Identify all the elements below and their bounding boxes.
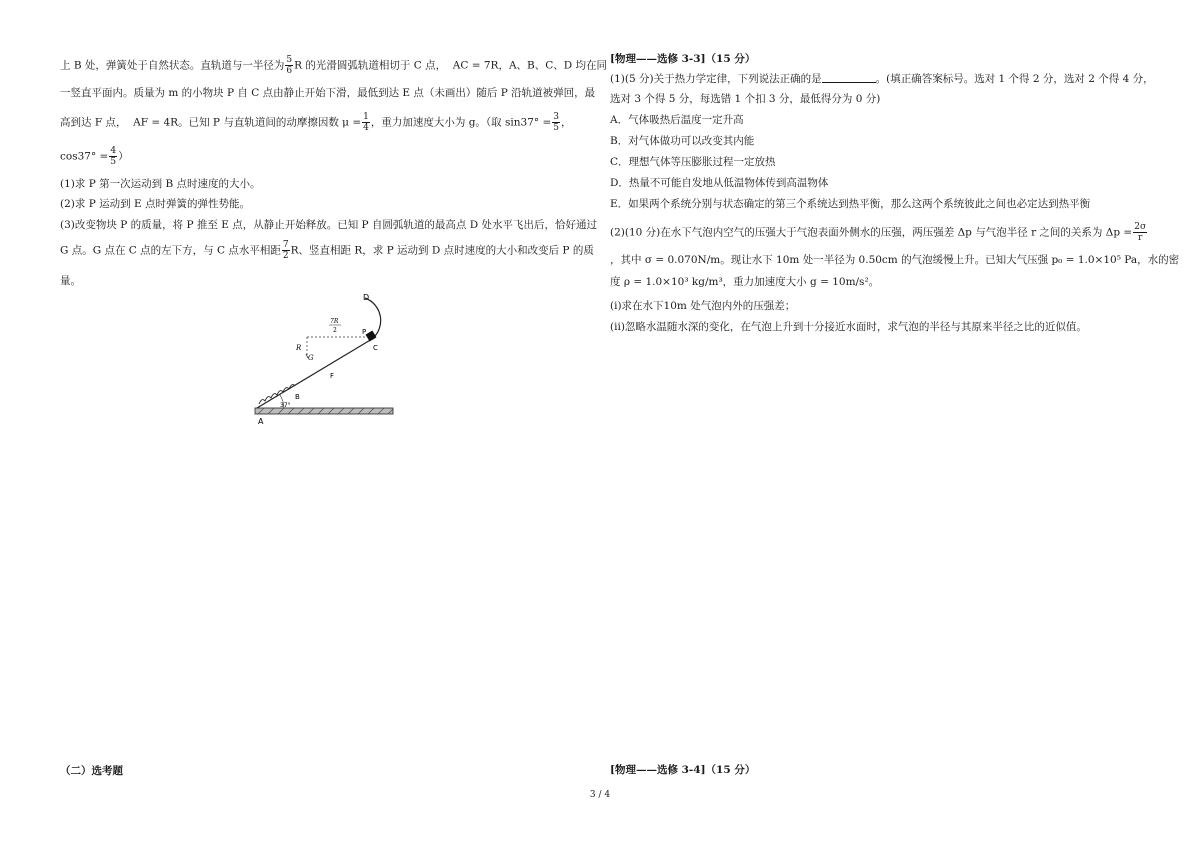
fraction-den: 5 <box>553 123 559 133</box>
section-heading-optional: （二）选考题 <box>60 765 123 777</box>
q2-sub-i: (i)求在水下10m 处气泡内外的压强差； <box>610 300 796 312</box>
label-b: B <box>295 393 300 401</box>
option-b: B．对气体做功可以改变其内能 <box>610 135 755 147</box>
text-span: G 点。G 点在 C 点的左下方，与 C 点水平相距 <box>60 244 281 257</box>
fraction-num: 2σ <box>1134 222 1147 232</box>
fraction-num: 1 <box>363 112 369 122</box>
q2-line-3: 度 ρ = 1.0×10³ kg/m³，重力加速度大小 g = 10m/s²。 <box>610 276 880 288</box>
text-line-2: 一竖直平面内。质量为 m 的小物块 P 自 C 点由静止开始下滑，最低到达 E 点（未画出）随后 P 沿轨道被弹回，最 <box>60 87 596 99</box>
text-span: ，重力加速度大小为 g。（取 sin37° = <box>370 116 552 129</box>
fraction-num: 5 <box>286 55 293 65</box>
text-span: (1)(5 分)关于热力学定律，下列说法正确的是 <box>610 73 822 85</box>
label-f: F <box>330 372 335 380</box>
fraction-sin <box>552 112 560 133</box>
label-r: R <box>296 344 302 352</box>
text-span: 上 B 处，弹簧处于自然状态。直轨道与一半径为 <box>60 59 285 72</box>
label-g: G <box>308 354 314 362</box>
text-span: 。(填正确答案标号。选对 1 个得 2 分，选对 2 个得 4 分， <box>875 73 1154 85</box>
label-p: P <box>362 328 367 336</box>
answer-blank <box>822 72 876 83</box>
fraction-num: 4 <box>110 146 117 156</box>
text-span: R 的光滑圆弧轨道相切于 C 点， <box>294 59 447 72</box>
page-number: 3 / 4 <box>589 790 611 800</box>
fraction <box>282 240 290 261</box>
text-span: ， <box>561 116 572 129</box>
q1-intro-line-2: 选对 3 个得 5 分，每选错 1 个扣 3 分，最低得分为 0 分) <box>610 93 881 105</box>
label-d: D <box>363 293 370 302</box>
fraction-num: 7 <box>282 240 289 250</box>
label-2: 2 <box>333 327 337 334</box>
q2-line-2: ，其中 σ = 0.070N/m。现让水下 10m 处一半径为 0.50cm 的气泡缓慢上升。已知大气压强 p₀ = 1.0×10⁵ Pa，水的密 <box>610 254 1180 266</box>
text-span: 高到达 F 点， <box>60 116 127 129</box>
fraction-mu <box>362 112 370 133</box>
fraction-den: 5 <box>110 157 117 167</box>
option-a: A．气体吸热后温度一定升高 <box>610 114 744 126</box>
text-line-4 <box>60 146 129 167</box>
q2-line-1 <box>610 222 1148 243</box>
ground-hatch <box>255 408 393 414</box>
text-span: cos37° = <box>60 150 109 163</box>
option-c: C．理想气体等压膨胀过程一定放热 <box>610 156 776 168</box>
q1-intro-line-1 <box>610 72 1154 86</box>
q2-sub-ii: (ii)忽略水温随水深的变化，在气泡上升到十分接近水面时，求气泡的半径与其原来半径之比的近似值。 <box>610 321 1087 333</box>
label-c: C <box>373 344 378 352</box>
text-span: R、竖直相距 R，求 P 运动到 D 点时速度的大小和改变后 P 的质 <box>290 244 594 257</box>
text-span: AF = 4R。已知 P 与直轨道间的动摩擦因数 μ = <box>133 116 362 129</box>
fraction-den: 2 <box>282 251 289 261</box>
fraction-den: 6 <box>286 66 293 76</box>
fraction-delta-p <box>1133 222 1147 243</box>
label-angle: 37° <box>280 402 291 409</box>
question-2: (2)求 P 运动到 E 点时弹簧的弹性势能。 <box>60 198 250 210</box>
question-3-line-2 <box>60 240 594 261</box>
option-e: E．如果两个系统分别与状态确定的第三个系统达到热平衡，那么这两个系统彼此之间也必定达到热平衡 <box>610 198 1091 210</box>
question-1: (1)求 P 第一次运动到 B 点时速度的大小。 <box>60 178 261 190</box>
text-span: ） <box>118 150 129 163</box>
text-line-3 <box>60 112 572 133</box>
option-d: D．热量不可能自发地从低温物体传到高温物体 <box>610 177 829 189</box>
fraction-num: 3 <box>553 112 559 122</box>
incline-diagram <box>250 290 400 435</box>
text-line-1 <box>60 55 607 76</box>
label-7r: 7R <box>330 318 339 325</box>
fraction-den: r <box>1138 233 1143 243</box>
label-a: A <box>258 417 264 426</box>
question-3-line-1: (3)改变物块 P 的质量，将 P 推至 E 点，从静止开始释放。已知 P 自圆弧轨道的最高点 D 处水平飞出后，恰好通过 <box>60 219 598 231</box>
section-heading-3-3: [物理——选修 3-3]（15 分） <box>610 53 756 65</box>
fraction <box>285 55 293 76</box>
text-span: AC = 7R，A、B、C、D 均在同 <box>452 59 608 72</box>
question-3-line-3: 量。 <box>60 275 81 287</box>
block-p <box>366 331 377 342</box>
text-span: (2)(10 分)在水下气泡内空气的压强大于气泡表面外侧水的压强，两压强差 Δp 与气泡半径 r 之间的关系为 Δp = <box>610 226 1133 239</box>
fraction-cos <box>109 146 117 167</box>
section-heading-3-4: [物理——选修 3-4]（15 分） <box>610 764 756 776</box>
fraction-den: 4 <box>363 123 369 133</box>
incline-track <box>257 339 372 408</box>
